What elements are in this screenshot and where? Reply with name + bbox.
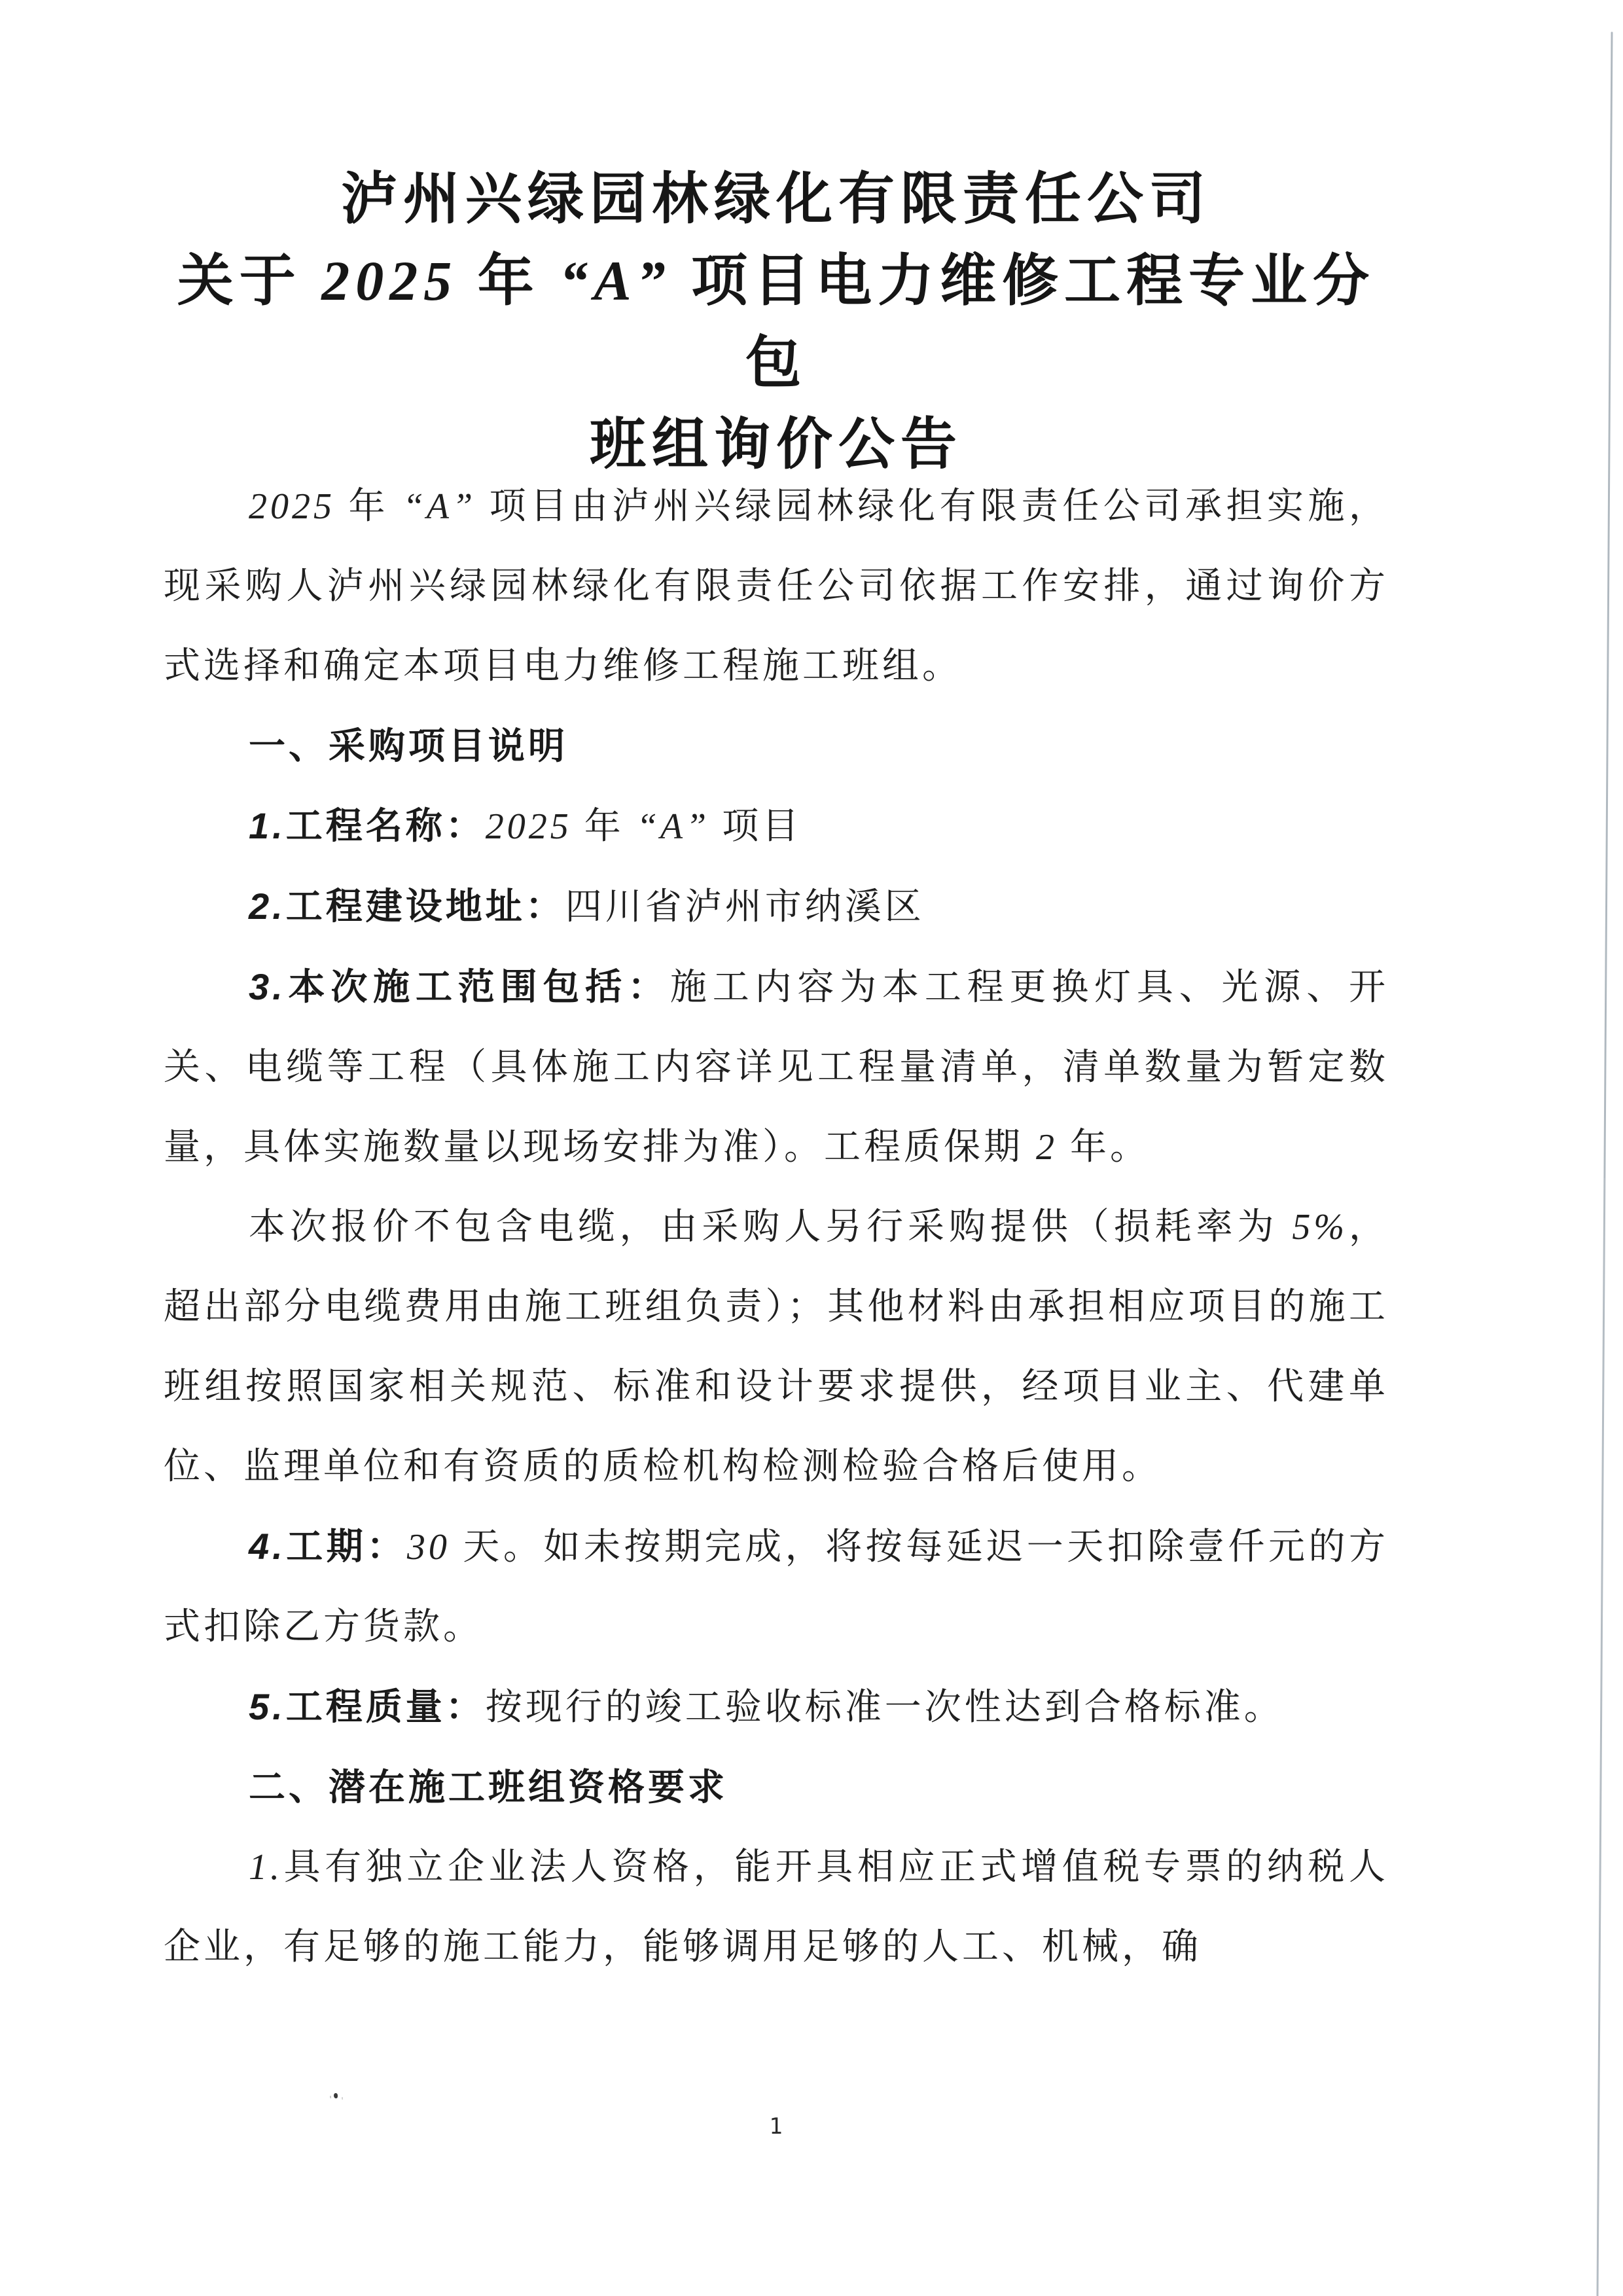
- item-project-name-value: 2025 年 “A” 项目: [485, 806, 802, 847]
- page-number: 1: [769, 2113, 783, 2140]
- title-line-company: 泸州兴绿园林绿化有限责任公司: [341, 168, 1211, 230]
- item-duration-label: 4.工期：: [249, 1526, 407, 1567]
- item-quality-value: 按现行的竣工验收标准一次性达到合格标准。: [485, 1687, 1284, 1728]
- item-duration-value: 30 天。如未按期完成，将按每延迟一天扣除壹仟元的方式扣除乙方货款。: [164, 1527, 1389, 1647]
- item-project-name: [164, 786, 1389, 867]
- intro-paragraph: 2025 年 “A” 项目由泸州兴绿园林绿化有限责任公司承担实施，现采购人泸州兴绿园林绿化有限责任公司依据工作安排，通过询价方式选择和确定本项目电力维修工程施工班组。: [164, 486, 1389, 687]
- item-construction-scope-value: 施工内容为本工程更换灯具、光源、开关、电缆等工程（具体施工内容详见工程量清单，清单数量为暂定数量，具体实施数量以现场安排为准）。工程质保期 2 年。: [164, 967, 1389, 1168]
- item-quality-label: 5.工程质量：: [249, 1686, 486, 1727]
- cable-note-paragraph: 本次报价不包含电缆，由采购人另行采购提供（损耗率为 5%，超出部分电缆费用由施工班组负责）；其他材料由承担相应项目的施工班组按照国家相关规范、标准和设计要求提供，经项目业主、代建单位、监理单位和有资质的质检机构检测检验合格后使用。: [164, 1207, 1389, 1487]
- item-project-address: [164, 867, 1389, 947]
- item-duration: [164, 1507, 1389, 1667]
- item-project-address-value: 四川省泸州市纳溪区: [565, 887, 925, 927]
- section-2-heading: 二、潜在施工班组资格要求: [249, 1767, 728, 1808]
- item-project-address-label: 2.工程建设地址：: [249, 886, 565, 927]
- item-quality: [164, 1667, 1389, 1748]
- qualification-paragraph: 1.具有独立企业法人资格，能开具相应正式增值税专票的纳税人企业，有足够的施工能力，能够调用足够的人工、机械，确: [164, 1847, 1389, 1967]
- item-construction-scope: [164, 947, 1389, 1187]
- ink-speck-artifact: [334, 2093, 338, 2098]
- document-body: [164, 467, 1389, 1987]
- item-project-name-label: 1.工程名称：: [249, 805, 486, 846]
- item-construction-scope-label: 3.本次施工范围包括：: [249, 966, 670, 1007]
- section-1-heading: 一、采购项目说明: [249, 725, 568, 766]
- title-line-notice: 班组询价公告: [590, 413, 963, 476]
- document-title: [164, 158, 1389, 486]
- title-line-project: 关于 2025 年 “A” 项目电力维修工程专业分包: [177, 249, 1376, 394]
